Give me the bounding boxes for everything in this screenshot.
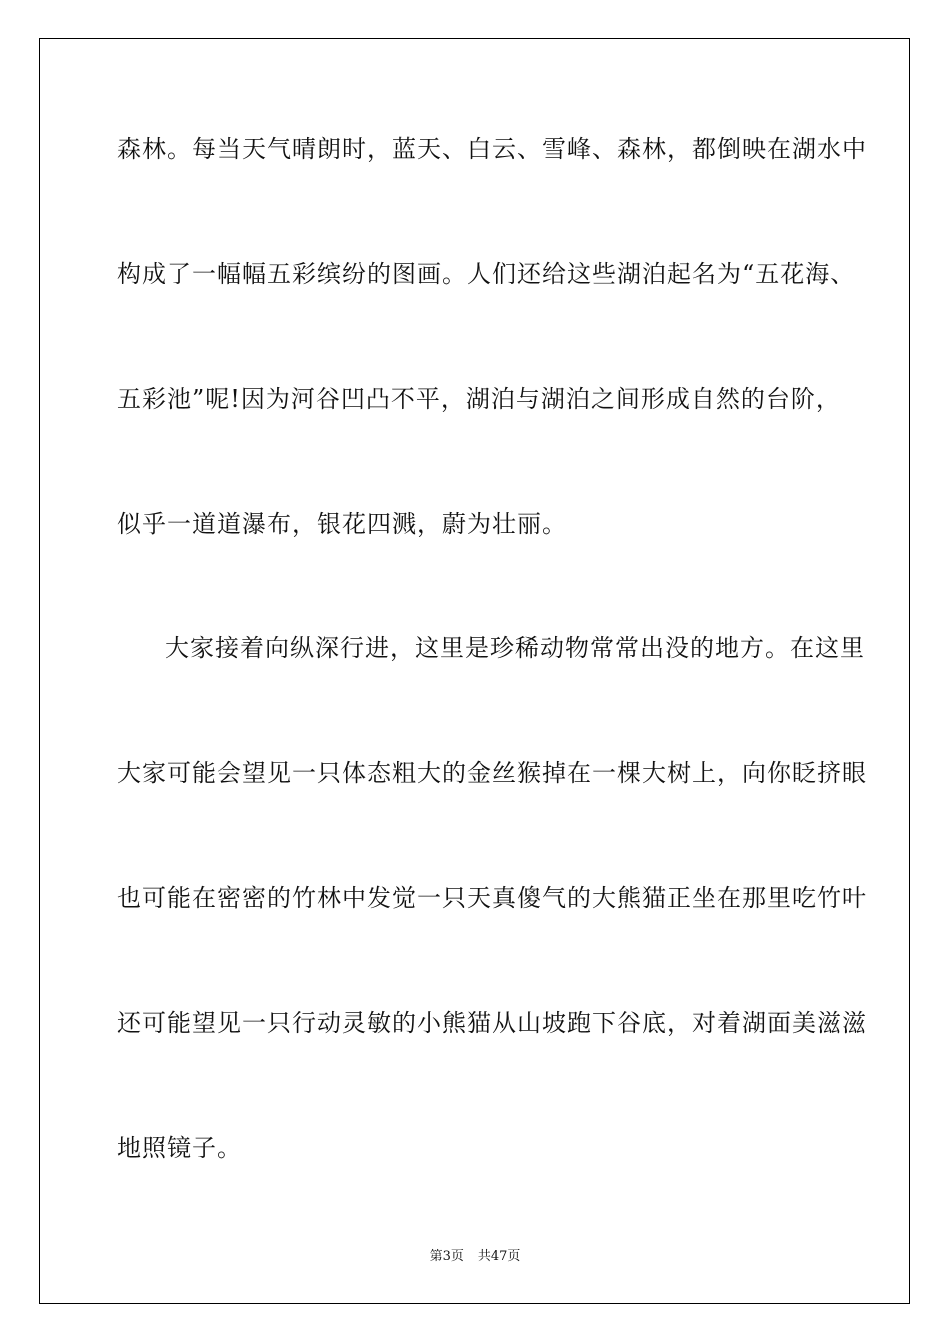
text-line: 地照镜子。 [117, 1134, 242, 1162]
page-total: 共47页 [477, 1249, 521, 1264]
page-border [39, 38, 910, 1304]
text-line: 也可能在密密的竹林中发觉一只天真傻气的大熊猫正坐在那里吃竹叶 [117, 884, 867, 912]
text-line: 五彩池”呢!因为河谷凹凸不平，湖泊与湖泊之间形成自然的台阶， [117, 385, 841, 413]
text-line: 大家接着向纵深行进，这里是珍稀动物常常出没的地方。在这里 [165, 634, 865, 662]
text-line: 构成了一幅幅五彩缤纷的图画。人们还给这些湖泊起名为“五花海、 [117, 260, 856, 288]
text-line: 森林。每当天气晴朗时，蓝天、白云、雪峰、森林，都倒映在湖水中 [117, 135, 867, 163]
page-number: 第3页 [429, 1249, 464, 1264]
text-line: 大家可能会望见一只体态粗大的金丝猴掉在一棵大树上，向你眨挤眼 [117, 759, 867, 787]
text-line: 似乎一道道瀑布，银花四溅，蔚为壮丽。 [117, 510, 567, 538]
page-footer [0, 1245, 950, 1264]
text-line: 还可能望见一只行动灵敏的小熊猫从山坡跑下谷底，对着湖面美滋滋 [117, 1009, 867, 1037]
